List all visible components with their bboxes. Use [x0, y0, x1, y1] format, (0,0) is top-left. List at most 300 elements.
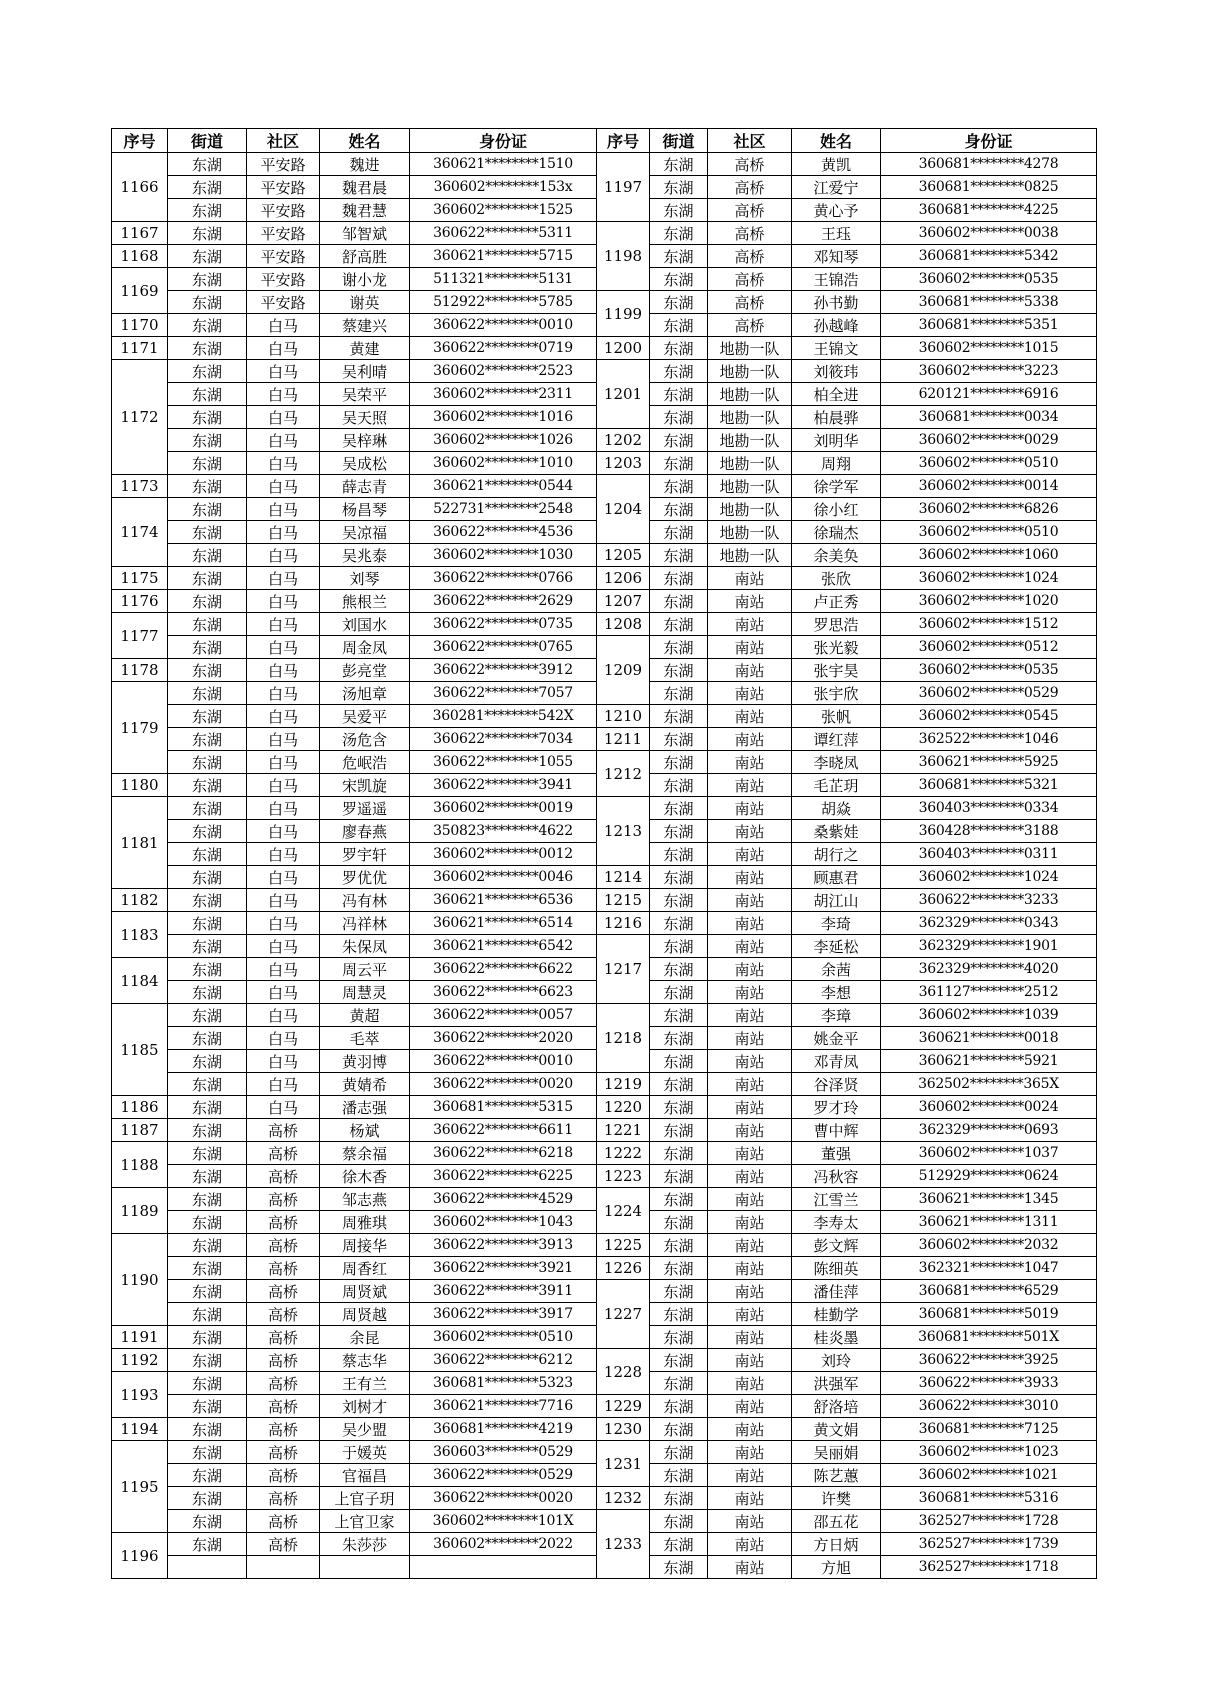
serial-number: 1174 [112, 498, 168, 567]
id-card-cell: 360621********1510 [410, 153, 597, 176]
community-cell: 高桥 [708, 314, 792, 337]
community-cell: 南站 [708, 636, 792, 659]
street-cell: 东湖 [650, 981, 708, 1004]
id-card-cell: 360621********5925 [881, 751, 1097, 774]
community-cell: 南站 [708, 843, 792, 866]
name-cell: 刘国水 [320, 613, 410, 636]
street-cell: 东湖 [168, 935, 247, 958]
street-cell: 东湖 [650, 1487, 708, 1510]
street-cell: 东湖 [650, 682, 708, 705]
table-row [112, 1096, 1097, 1119]
serial-number: 1212 [597, 751, 650, 797]
street-cell: 东湖 [650, 245, 708, 268]
serial-number: 1167 [112, 222, 168, 245]
name-cell: 江爱宁 [792, 176, 881, 199]
id-card-cell: 360622********0020 [410, 1073, 597, 1096]
street-cell: 东湖 [168, 291, 247, 314]
street-cell: 东湖 [650, 1464, 708, 1487]
serial-number: 1207 [597, 590, 650, 613]
table-row [112, 567, 1097, 590]
name-cell: 毛芷玥 [792, 774, 881, 797]
id-card-cell: 360681********0825 [881, 176, 1097, 199]
id-card-cell: 360622********0010 [410, 1050, 597, 1073]
serial-number: 1189 [112, 1188, 168, 1234]
serial-number: 1220 [597, 1096, 650, 1119]
street-cell: 东湖 [168, 1326, 247, 1349]
serial-number: 1166 [112, 153, 168, 222]
community-cell: 高桥 [247, 1464, 320, 1487]
id-card-cell: 360602********2523 [410, 360, 597, 383]
name-cell: 邓青凤 [792, 1050, 881, 1073]
community-cell: 白马 [247, 728, 320, 751]
header-name: 姓名 [320, 129, 410, 153]
id-card-cell: 512922********5785 [410, 291, 597, 314]
name-cell: 曹中辉 [792, 1119, 881, 1142]
community-cell: 地勘一队 [708, 429, 792, 452]
serial-number: 1231 [597, 1441, 650, 1487]
community-cell: 高桥 [247, 1441, 320, 1464]
id-card-cell: 360602********1060 [881, 544, 1097, 567]
street-cell: 东湖 [168, 820, 247, 843]
id-card-cell: 360403********0334 [881, 797, 1097, 820]
community-cell: 南站 [708, 1257, 792, 1280]
community-cell: 白马 [247, 567, 320, 590]
id-card-cell [410, 1556, 597, 1579]
community-cell: 南站 [708, 958, 792, 981]
id-card-cell: 360622********3913 [410, 1234, 597, 1257]
header-street: 街道 [650, 129, 708, 153]
community-cell: 南站 [708, 1372, 792, 1395]
serial-number: 1201 [597, 360, 650, 429]
name-cell: 吴兆泰 [320, 544, 410, 567]
name-cell: 潘佳萍 [792, 1280, 881, 1303]
name-cell: 罗遥遥 [320, 797, 410, 820]
name-cell: 张欣 [792, 567, 881, 590]
serial-number: 1188 [112, 1142, 168, 1188]
community-cell: 白马 [247, 613, 320, 636]
community-cell: 高桥 [708, 222, 792, 245]
id-card-cell: 360602********1525 [410, 199, 597, 222]
serial-number: 1196 [112, 1533, 168, 1579]
id-card-cell: 360602********0512 [881, 636, 1097, 659]
table-row [112, 544, 1097, 567]
street-cell: 东湖 [650, 1165, 708, 1188]
id-card-cell: 360622********3010 [881, 1395, 1097, 1418]
serial-number: 1194 [112, 1418, 168, 1441]
id-card-cell: 360681********4225 [881, 199, 1097, 222]
name-cell: 蔡建兴 [320, 314, 410, 337]
community-cell: 南站 [708, 1487, 792, 1510]
street-cell: 东湖 [650, 590, 708, 613]
community-cell: 白马 [247, 314, 320, 337]
community-cell: 白马 [247, 452, 320, 475]
community-cell: 南站 [708, 613, 792, 636]
name-cell: 王锦浩 [792, 268, 881, 291]
community-cell: 白马 [247, 797, 320, 820]
community-cell: 高桥 [247, 1372, 320, 1395]
id-card-cell: 360602********0510 [881, 521, 1097, 544]
table-row [112, 1418, 1097, 1441]
id-card-cell: 360602********6826 [881, 498, 1097, 521]
serial-number: 1205 [597, 544, 650, 567]
header-serial: 序号 [597, 129, 650, 153]
community-cell: 高桥 [247, 1395, 320, 1418]
name-cell: 彭亮堂 [320, 659, 410, 682]
id-card-cell: 360681********5338 [881, 291, 1097, 314]
id-card-cell: 362329********0343 [881, 912, 1097, 935]
serial-number: 1176 [112, 590, 168, 613]
street-cell: 东湖 [168, 981, 247, 1004]
community-cell: 南站 [708, 1418, 792, 1441]
street-cell: 东湖 [650, 958, 708, 981]
name-cell: 邓知琴 [792, 245, 881, 268]
community-cell: 白马 [247, 958, 320, 981]
name-cell: 彭文辉 [792, 1234, 881, 1257]
serial-number: 1184 [112, 958, 168, 1004]
street-cell: 东湖 [168, 268, 247, 291]
street-cell: 东湖 [168, 1234, 247, 1257]
street-cell: 东湖 [650, 1349, 708, 1372]
community-cell: 高桥 [247, 1142, 320, 1165]
id-card-cell: 350823********4622 [410, 820, 597, 843]
id-card-cell: 360621********5715 [410, 245, 597, 268]
table-row [112, 1280, 1097, 1303]
table-row [112, 1395, 1097, 1418]
community-cell: 南站 [708, 797, 792, 820]
name-cell: 许樊 [792, 1487, 881, 1510]
id-card-cell: 511321********5131 [410, 268, 597, 291]
name-cell: 洪强军 [792, 1372, 881, 1395]
id-card-cell: 360602********0529 [881, 682, 1097, 705]
id-card-cell: 360602********3223 [881, 360, 1097, 383]
name-cell: 张宇昊 [792, 659, 881, 682]
header-id-card: 身份证 [410, 129, 597, 153]
table-row [112, 636, 1097, 659]
community-cell: 南站 [708, 1326, 792, 1349]
street-cell: 东湖 [650, 337, 708, 360]
name-cell: 李琦 [792, 912, 881, 935]
id-card-cell: 360681********7125 [881, 1418, 1097, 1441]
community-cell: 白马 [247, 1050, 320, 1073]
community-cell: 南站 [708, 1119, 792, 1142]
community-cell: 平安路 [247, 153, 320, 176]
serial-number: 1182 [112, 889, 168, 912]
street-cell: 东湖 [650, 1050, 708, 1073]
street-cell: 东湖 [168, 958, 247, 981]
street-cell: 东湖 [168, 636, 247, 659]
id-card-cell: 360681********5316 [881, 1487, 1097, 1510]
community-cell: 白马 [247, 360, 320, 383]
id-card-cell: 360428********3188 [881, 820, 1097, 843]
community-cell: 白马 [247, 429, 320, 452]
street-cell: 东湖 [168, 337, 247, 360]
table-row [112, 1165, 1097, 1188]
serial-number: 1168 [112, 245, 168, 268]
serial-number: 1223 [597, 1165, 650, 1188]
name-cell: 吴梓琳 [320, 429, 410, 452]
community-cell: 南站 [708, 705, 792, 728]
id-card-cell: 360622********6623 [410, 981, 597, 1004]
street-cell: 东湖 [168, 1004, 247, 1027]
street-cell: 东湖 [650, 613, 708, 636]
id-card-cell: 360602********153x [410, 176, 597, 199]
name-cell: 薛志青 [320, 475, 410, 498]
table-row [112, 1257, 1097, 1280]
street-cell: 东湖 [650, 728, 708, 751]
name-cell: 舒洛培 [792, 1395, 881, 1418]
street-cell: 东湖 [650, 1533, 708, 1556]
serial-number: 1229 [597, 1395, 650, 1418]
id-card-cell: 360622********5311 [410, 222, 597, 245]
street-cell: 东湖 [650, 1004, 708, 1027]
community-cell: 高桥 [708, 245, 792, 268]
street-cell: 东湖 [650, 1303, 708, 1326]
community-cell: 南站 [708, 1349, 792, 1372]
serial-number: 1213 [597, 797, 650, 866]
name-cell: 熊根兰 [320, 590, 410, 613]
community-cell: 高桥 [247, 1257, 320, 1280]
table-row [112, 1510, 1097, 1533]
table-row [112, 222, 1097, 245]
street-cell: 东湖 [650, 153, 708, 176]
id-card-cell: 360602********0012 [410, 843, 597, 866]
id-card-cell: 512929********0624 [881, 1165, 1097, 1188]
table-row [112, 1119, 1097, 1142]
street-cell: 东湖 [650, 429, 708, 452]
id-card-cell: 360622********3912 [410, 659, 597, 682]
community-cell: 高桥 [247, 1119, 320, 1142]
community-cell: 高桥 [247, 1487, 320, 1510]
id-card-cell: 522731********2548 [410, 498, 597, 521]
serial-number: 1171 [112, 337, 168, 360]
header-community: 社区 [247, 129, 320, 153]
community-cell: 平安路 [247, 222, 320, 245]
id-card-cell: 362527********1718 [881, 1556, 1097, 1579]
street-cell: 东湖 [168, 1257, 247, 1280]
name-cell: 李璋 [792, 1004, 881, 1027]
community-cell: 地勘一队 [708, 521, 792, 544]
community-cell: 白马 [247, 1073, 320, 1096]
serial-number: 1173 [112, 475, 168, 498]
id-card-cell: 360602********1020 [881, 590, 1097, 613]
name-cell: 周接华 [320, 1234, 410, 1257]
street-cell: 东湖 [168, 1487, 247, 1510]
name-cell: 魏君慧 [320, 199, 410, 222]
name-cell: 吴爱平 [320, 705, 410, 728]
community-cell: 平安路 [247, 291, 320, 314]
community-cell: 平安路 [247, 199, 320, 222]
name-cell: 张光毅 [792, 636, 881, 659]
street-cell: 东湖 [168, 797, 247, 820]
id-card-cell: 360681********5315 [410, 1096, 597, 1119]
street-cell: 东湖 [168, 360, 247, 383]
name-cell: 谷泽贤 [792, 1073, 881, 1096]
name-cell: 张帆 [792, 705, 881, 728]
id-card-cell: 360602********2032 [881, 1234, 1097, 1257]
name-cell: 胡焱 [792, 797, 881, 820]
id-card-cell: 360681********6529 [881, 1280, 1097, 1303]
street-cell: 东湖 [650, 843, 708, 866]
serial-number: 1200 [597, 337, 650, 360]
id-card-cell: 620121********6916 [881, 383, 1097, 406]
serial-number: 1170 [112, 314, 168, 337]
street-cell: 东湖 [650, 659, 708, 682]
name-cell: 吴少盟 [320, 1418, 410, 1441]
name-cell: 李晓凤 [792, 751, 881, 774]
serial-number: 1181 [112, 797, 168, 889]
id-card-cell: 360602********0038 [881, 222, 1097, 245]
community-cell: 高桥 [247, 1234, 320, 1257]
roster-table [111, 128, 1097, 1579]
name-cell: 周贤斌 [320, 1280, 410, 1303]
name-cell: 张宇欣 [792, 682, 881, 705]
id-card-cell: 361127********2512 [881, 981, 1097, 1004]
street-cell: 东湖 [168, 176, 247, 199]
community-cell: 高桥 [708, 153, 792, 176]
community-cell: 高桥 [247, 1326, 320, 1349]
serial-number: 1195 [112, 1441, 168, 1533]
street-cell: 东湖 [650, 636, 708, 659]
name-cell [320, 1556, 410, 1579]
name-cell: 王珏 [792, 222, 881, 245]
street-cell: 东湖 [168, 245, 247, 268]
street-cell: 东湖 [650, 452, 708, 475]
street-cell: 东湖 [168, 406, 247, 429]
table-row [112, 935, 1097, 958]
id-card-cell: 360622********3925 [881, 1349, 1097, 1372]
community-cell: 南站 [708, 682, 792, 705]
street-cell: 东湖 [650, 705, 708, 728]
street-cell: 东湖 [650, 268, 708, 291]
id-card-cell: 360602********1030 [410, 544, 597, 567]
name-cell: 邹智斌 [320, 222, 410, 245]
community-cell: 南站 [708, 1027, 792, 1050]
table-row [112, 912, 1097, 935]
id-card-cell: 360622********0735 [410, 613, 597, 636]
name-cell: 周云平 [320, 958, 410, 981]
community-cell: 白马 [247, 1004, 320, 1027]
street-cell: 东湖 [650, 1211, 708, 1234]
name-cell: 吴凉福 [320, 521, 410, 544]
header-id-card: 身份证 [881, 129, 1097, 153]
name-cell: 谢小龙 [320, 268, 410, 291]
id-card-cell: 360621********5921 [881, 1050, 1097, 1073]
street-cell: 东湖 [168, 1280, 247, 1303]
name-cell: 谭红萍 [792, 728, 881, 751]
id-card-cell: 360602********1010 [410, 452, 597, 475]
serial-number: 1197 [597, 153, 650, 222]
street-cell: 东湖 [650, 797, 708, 820]
id-card-cell: 360681********5342 [881, 245, 1097, 268]
name-cell: 黄婧希 [320, 1073, 410, 1096]
id-card-cell: 360621********6514 [410, 912, 597, 935]
name-cell: 冯秋容 [792, 1165, 881, 1188]
id-card-cell: 360602********101X [410, 1510, 597, 1533]
community-cell: 高桥 [247, 1349, 320, 1372]
id-card-cell: 360403********0311 [881, 843, 1097, 866]
community-cell: 南站 [708, 728, 792, 751]
community-cell: 高桥 [247, 1303, 320, 1326]
serial-number: 1224 [597, 1188, 650, 1234]
id-card-cell: 360602********0024 [881, 1096, 1097, 1119]
street-cell: 东湖 [168, 567, 247, 590]
name-cell: 杨昌琴 [320, 498, 410, 521]
name-cell: 汤危含 [320, 728, 410, 751]
community-cell: 南站 [708, 1303, 792, 1326]
serial-number: 1230 [597, 1418, 650, 1441]
community-cell: 白马 [247, 751, 320, 774]
name-cell: 刘琴 [320, 567, 410, 590]
street-cell: 东湖 [168, 1464, 247, 1487]
street-cell: 东湖 [650, 360, 708, 383]
id-card-cell: 360681********0034 [881, 406, 1097, 429]
serial-number: 1193 [112, 1372, 168, 1418]
id-card-cell: 362329********0693 [881, 1119, 1097, 1142]
street-cell: 东湖 [168, 1533, 247, 1556]
community-cell: 地勘一队 [708, 498, 792, 521]
community-cell: 南站 [708, 1510, 792, 1533]
table-row [112, 1073, 1097, 1096]
id-card-cell: 360622********3921 [410, 1257, 597, 1280]
name-cell: 刘筱玮 [792, 360, 881, 383]
street-cell: 东湖 [168, 1165, 247, 1188]
table-row [112, 429, 1097, 452]
table-row [112, 1441, 1097, 1464]
street-cell: 东湖 [168, 1211, 247, 1234]
id-card-cell: 360681********4278 [881, 153, 1097, 176]
name-cell: 余昆 [320, 1326, 410, 1349]
community-cell: 高桥 [247, 1533, 320, 1556]
table-row [112, 1349, 1097, 1372]
community-cell: 白马 [247, 981, 320, 1004]
serial-number: 1206 [597, 567, 650, 590]
street-cell: 东湖 [168, 1395, 247, 1418]
community-cell: 白马 [247, 475, 320, 498]
serial-number: 1209 [597, 636, 650, 705]
id-card-cell: 360681********5323 [410, 1372, 597, 1395]
id-card-cell: 360602********1039 [881, 1004, 1097, 1027]
id-card-cell: 362321********1047 [881, 1257, 1097, 1280]
name-cell: 毛萃 [320, 1027, 410, 1050]
street-cell: 东湖 [650, 751, 708, 774]
community-cell: 南站 [708, 1533, 792, 1556]
street-cell: 东湖 [650, 475, 708, 498]
id-card-cell: 360681********5019 [881, 1303, 1097, 1326]
serial-number: 1191 [112, 1326, 168, 1349]
street-cell: 东湖 [650, 774, 708, 797]
serial-number: 1225 [597, 1234, 650, 1257]
roster-sheet [111, 128, 1097, 1579]
community-cell: 南站 [708, 1464, 792, 1487]
name-cell: 上官卫家 [320, 1510, 410, 1533]
id-card-cell: 362329********1901 [881, 935, 1097, 958]
street-cell: 东湖 [168, 544, 247, 567]
name-cell: 于媛英 [320, 1441, 410, 1464]
id-card-cell: 360602********0019 [410, 797, 597, 820]
table-row [112, 728, 1097, 751]
id-card-cell: 362329********4020 [881, 958, 1097, 981]
table-row [112, 613, 1097, 636]
name-cell: 姚金平 [792, 1027, 881, 1050]
id-card-cell: 360602********2022 [410, 1533, 597, 1556]
community-cell: 白马 [247, 682, 320, 705]
community-cell: 南站 [708, 1395, 792, 1418]
street-cell: 东湖 [168, 1050, 247, 1073]
id-card-cell: 360602********1024 [881, 567, 1097, 590]
street-cell: 东湖 [168, 751, 247, 774]
id-card-cell: 360622********0766 [410, 567, 597, 590]
id-card-cell: 360602********2311 [410, 383, 597, 406]
